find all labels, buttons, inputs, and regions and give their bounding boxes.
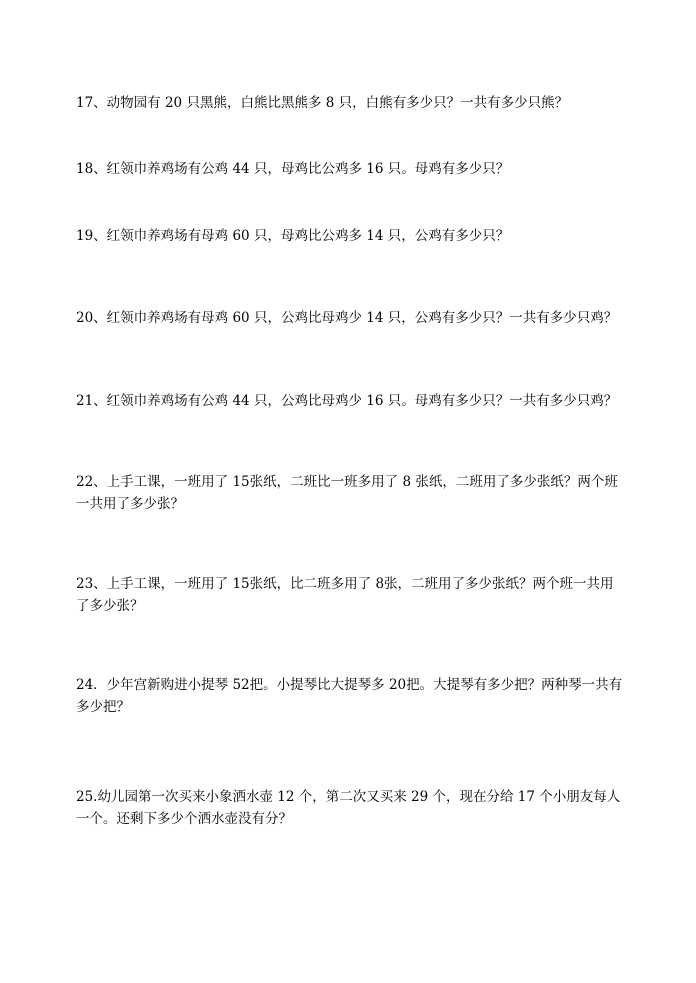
problem-19: 19、红领巾养鸡场有母鸡 60 只，母鸡比公鸡多 14 只，公鸡有多少只？ [76, 228, 510, 244]
problem-23: 23、上手工课，一班用了 15张纸，比二班多用了 8张，二班用了多少张纸？两个班一共用了多少张？ [76, 576, 614, 614]
problem-20: 20、红领巾养鸡场有母鸡 60 只，公鸡比母鸡少 14 只，公鸡有多少只？一共有多少只鸡？ [76, 310, 618, 326]
problem-21: 21、红领巾养鸡场有公鸡 44 只，公鸡比母鸡少 16 只。母鸡有多少只？一共有多少只鸡？ [76, 393, 618, 409]
problem-22: 22、上手工课，一班用了 15张纸，二班比一班多用了 8 张纸，二班用了多少张纸？两个班一共用了多少张？ [76, 474, 618, 512]
problem-18: 18、红领巾养鸡场有公鸡 44 只，母鸡比公鸡多 16 只。母鸡有多少只？ [76, 161, 510, 177]
problem-17: 17、动物园有 20 只黑熊，白熊比黑熊多 8 只，白熊有多少只？一共有多少只熊？ [76, 95, 569, 111]
problem-24: 24．少年宫新购进小提琴 52把。小提琴比大提琴多 20把。大提琴有多少把？两种琴一共有多少把？ [76, 677, 623, 715]
problem-25: 25.幼儿园第一次买来小象洒水壶 12 个，第二次又买来 29 个，现在分给 17 个小朋友每人一个。还剩下多少个洒水壶没有分？ [76, 789, 621, 827]
